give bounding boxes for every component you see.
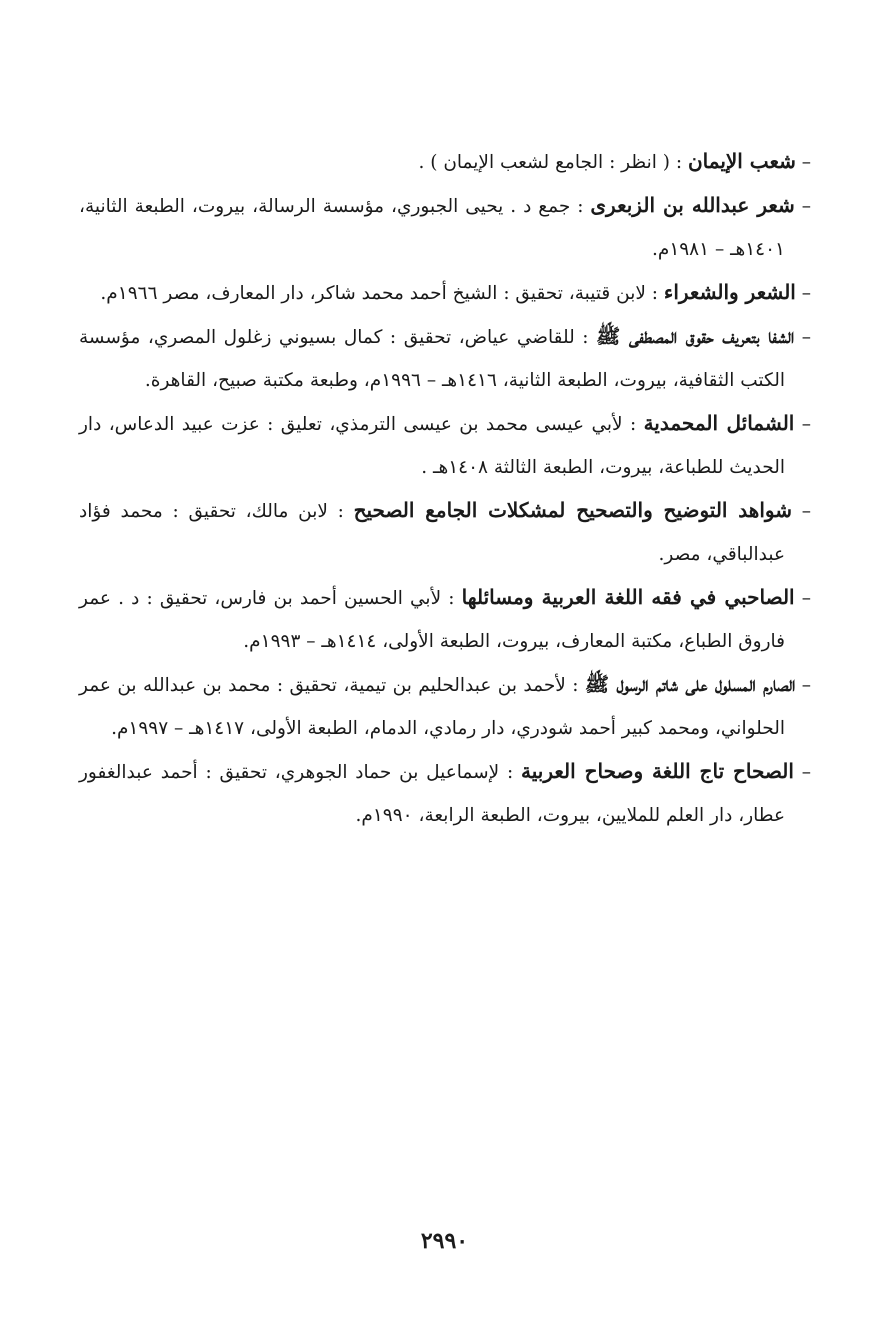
entry-details: : لابن قتيبة، تحقيق : الشيخ أحمد محمد شاكر، دار المعارف، مصر ١٩٦٦م. [100,283,659,304]
entry-dash: – [801,152,811,173]
bibliography-entry [79,184,811,271]
page-number: ٢٩٩٠ [420,1228,469,1254]
entry-dash: – [801,501,811,522]
entry-title: الصاحبي في فقه اللغة العربية ومسائلها [461,585,795,609]
entry-details: : لأحمد بن عبدالحليم بن تيمية، تحقيق : محمد بن عبدالله بن عمر الحلواني، ومحمد كبير أحمد شودري، دار رمادي، الدمام، الطبعة الأولى، ١٤١٧هـ – ١٩٩٧م. [79,675,785,739]
bibliography-entry [79,271,811,315]
entry-dash: – [801,327,811,348]
bibliography-entry [79,489,811,576]
entry-dash: – [801,762,811,783]
entry-details: : لإسماعيل بن حماد الجوهري، تحقيق : أحمد عبدالغفور عطار، دار العلم للملايين، بيروت، الطبعة الرابعة، ١٩٩٠م. [79,762,785,826]
bibliography-list [79,140,811,837]
entry-dash: – [801,414,811,435]
entry-dash: – [801,283,811,304]
entry-title: شعر عبدالله بن الزبعرى [590,193,795,217]
entry-details: : جمع د . يحيى الجبوري، مؤسسة الرسالة، بيروت، الطبعة الثانية، ١٤٠١هـ – ١٩٨١م. [79,196,785,260]
entry-details: : للقاضي عياض، تحقيق : كمال بسيوني زغلول المصري، مؤسسة الكتب الثقافية، بيروت، الطبعة الثانية، ١٤١٦هـ – ١٩٩٦م، وطبعة مكتبة صبيح، القاهرة. [79,327,785,391]
entry-dash: – [801,196,811,217]
bibliography-entry [79,140,811,184]
bibliography-entry [79,402,811,489]
entry-dash: – [801,588,811,609]
entry-title: الشمائل المحمدية [643,411,795,435]
entry-title: الصحاح تاج اللغة وصحاح العربية [521,759,794,783]
entry-details: : لأبي عيسى محمد بن عيسى الترمذي، تعليق : عزت عبيد الدعاس، دار الحديث للطباعة، بيروت، الطبعة الثالثة ١٤٠٨هـ . [79,414,785,478]
bibliography-entry [79,750,811,837]
entry-title: الصارم المسلول على شاتم الرسول ﷺ [584,672,796,696]
entry-title: الشفا بتعريف حقوق المصطفى ﷺ [596,324,795,348]
bibliography-entry [79,576,811,663]
entry-dash: – [801,675,812,696]
entry-title: الشعر والشعراء [663,280,796,304]
entry-details: : لأبي الحسين أحمد بن فارس، تحقيق : د . عمر فاروق الطباع، مكتبة المعارف، بيروت، الطبعة الأولى، ١٤١٤هـ – ١٩٩٣م. [79,588,785,652]
bibliography-entry [79,315,811,402]
entry-details: : لابن مالك، تحقيق : محمد فؤاد عبدالباقي، مصر. [79,501,785,565]
entry-title: شواهد التوضيح والتصحيح لمشكلات الجامع الصحيح [353,498,792,522]
bibliography-entry [79,663,811,750]
entry-title: شعب الإيمان [687,149,796,173]
entry-details: : ( انظر : الجامع لشعب الإيمان ) . [418,152,683,173]
